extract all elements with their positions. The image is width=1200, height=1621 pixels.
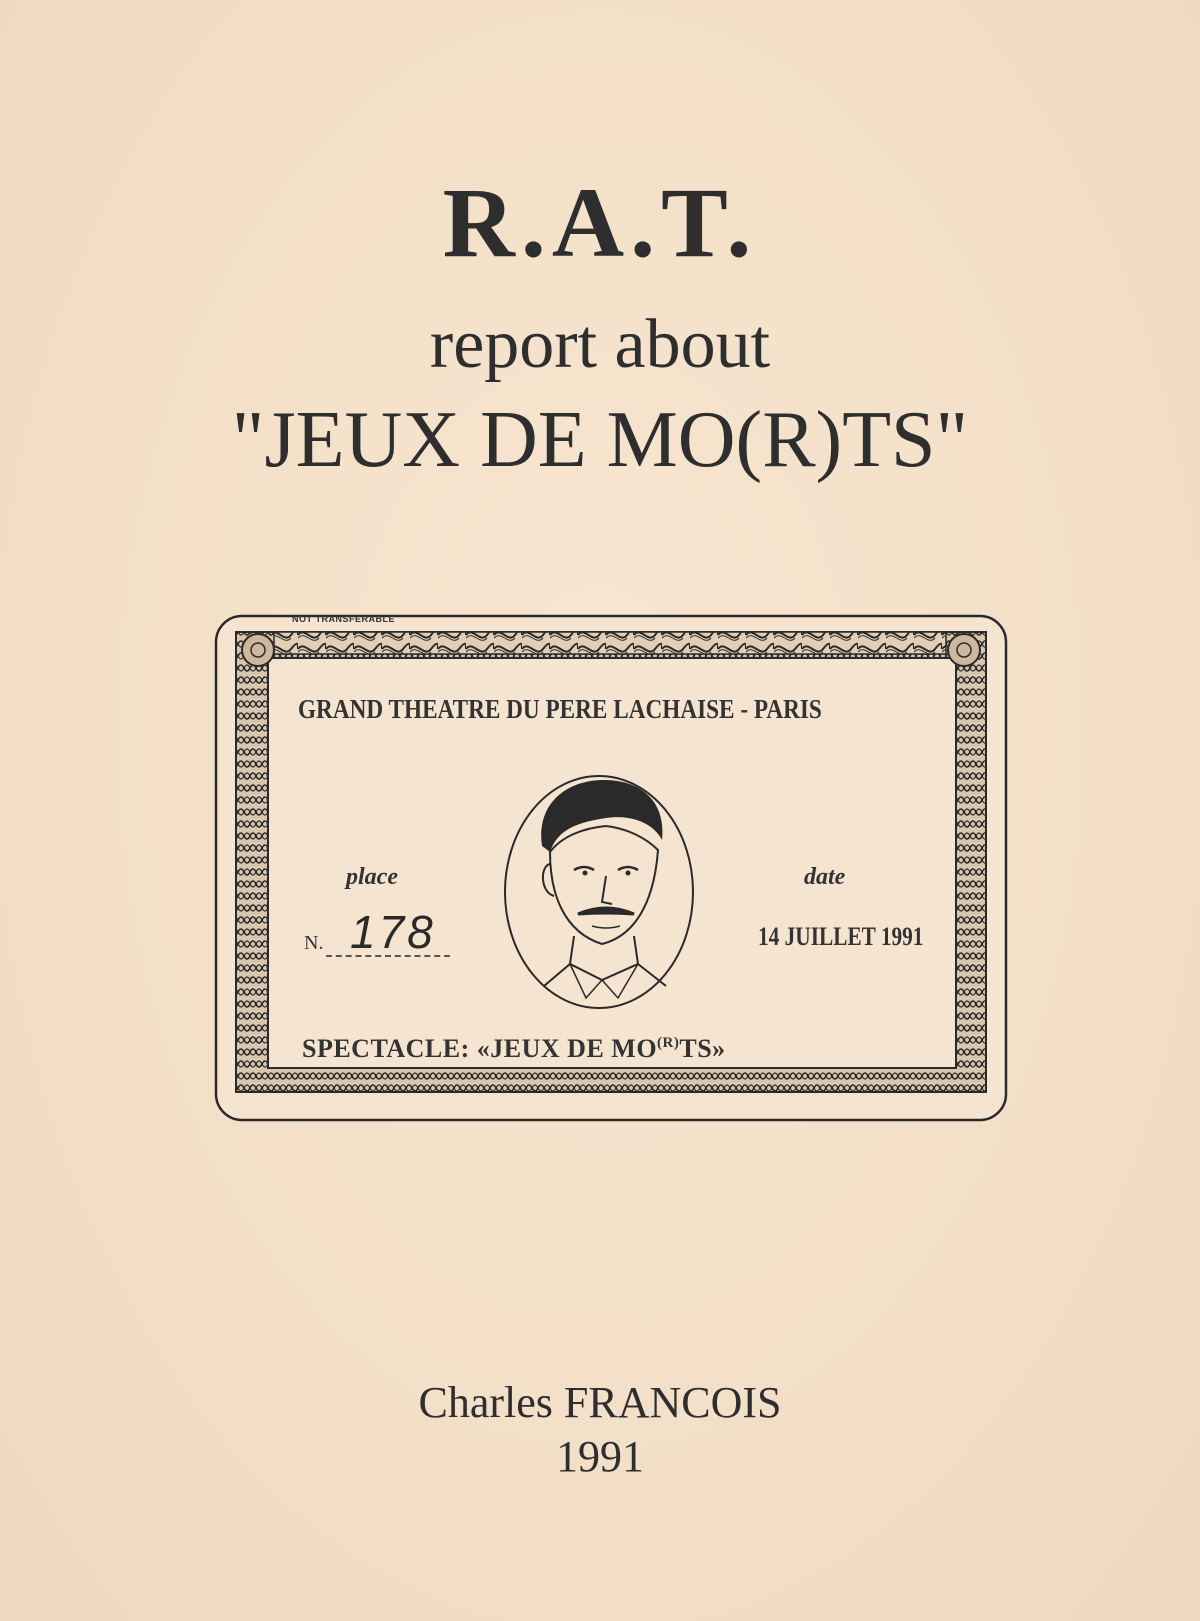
show-title-sup: (R): [657, 1035, 680, 1051]
cover-year: 1991: [556, 1432, 644, 1481]
show-title: [302, 1034, 726, 1064]
date-label: date: [804, 864, 846, 890]
theatre-ticket: [214, 614, 1008, 1122]
show-title-prefix: SPECTACLE: «JEUX DE MO: [302, 1034, 658, 1063]
not-transferable-note: NOT TRANSFERABLE: [292, 614, 395, 624]
cover-author: Charles FRANCOIS: [418, 1378, 782, 1427]
ticket-venue: GRAND THEATRE DU PERE LACHAISE - PARIS: [298, 694, 822, 724]
place-label: place: [346, 864, 398, 890]
number-prefix: N.: [304, 932, 324, 954]
cover-title: R.A.T.: [442, 167, 758, 278]
ticket-date: 14 JUILLET 1991: [758, 922, 924, 951]
place-number: 178: [350, 906, 436, 958]
place-number-line: [326, 955, 450, 957]
show-title-suffix: TS»: [679, 1034, 726, 1063]
cover-subtitle: report about: [429, 306, 771, 383]
cover-play-title: "JEUX DE MO(R)TS": [231, 396, 969, 484]
portrait-illustration: [505, 776, 693, 1008]
